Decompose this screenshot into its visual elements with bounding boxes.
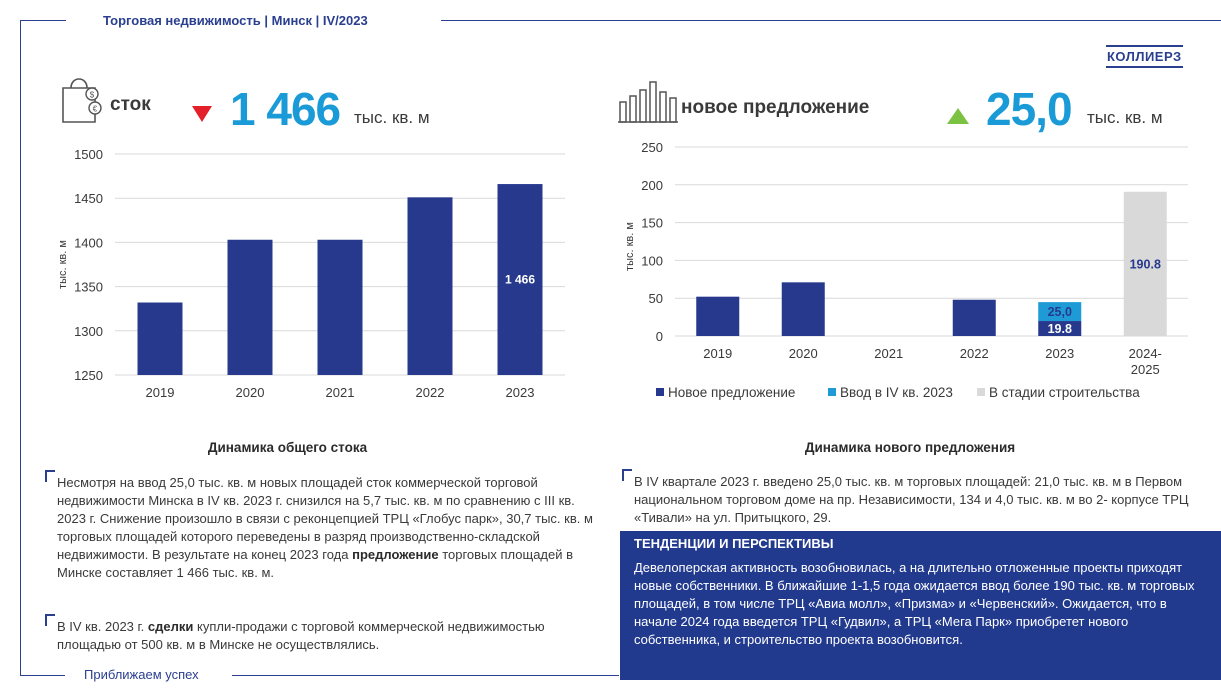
page-title: Торговая недвижимость | Минск | IV/2023 [103,13,368,28]
paragraph-bracket [45,614,55,626]
shopping-bag-icon [58,72,106,129]
bar-segment [782,282,825,336]
data-label: 190.8 [1129,257,1161,272]
svg-text:€: € [92,104,98,114]
kpi-new-value: 25,0 [986,83,1072,135]
x-tick-label: 2022 [959,346,989,361]
kpi-stock-value: 1 466 [230,83,341,135]
y-tick-label: 1350 [74,279,103,295]
buildings-icon [618,74,678,129]
x-tick-label: 2021 [874,346,904,361]
bar-segment [953,300,996,336]
y-tick-label: 200 [641,177,663,193]
brand-logo: КОЛЛИЕРЗ [1106,45,1183,68]
data-label: 19.8 [1047,322,1072,337]
y-tick-label: 1250 [74,368,103,383]
frame-line [20,20,66,21]
bar-2020 [228,240,273,375]
svg-text:$: $ [89,90,95,100]
new-supply-bar-chart [600,135,1200,410]
y-axis-label: тыс. кв. м [624,222,636,271]
x-tick-label: 2020 [235,385,265,400]
y-tick-label: 50 [648,291,663,307]
y-tick-label: 1300 [74,323,103,339]
new-supply-commentary: В IV квартале 2023 г. введено 25,0 тыс. кв. м торговых площадей: 21,0 тыс. кв. м в Первом национальном торговом доме на пр. Независимости, 134 и 4,0 тыс. кв. м во 2- корпусе ТРЦ «Тивали» на ул. Притыцкого, 29. [634,474,1189,525]
x-tick-label: 2019 [145,385,175,400]
y-tick-label: 100 [641,253,663,269]
bar-2019 [138,303,183,375]
legend-label: Ввод в IV кв. 2023 [840,385,953,400]
new-supply-chart-title: Динамика нового предложения [804,440,1016,455]
stock-chart-title: Динамика общего стока [207,440,368,455]
bar-segment [696,297,739,336]
bar-2021 [318,240,363,375]
bar-2022 [408,197,453,375]
x-tick-label: 2024- [1128,346,1162,361]
legend-swatch [828,388,836,396]
legend-swatch [977,388,985,396]
stock-commentary: Несмотря на ввод 25,0 тыс. кв. м новых площадей сток коммерческой торговой недвижимости Минска в IV кв. 2023 г. снизился на 5,7 тыс. кв. м по сравнению с III кв. 2023 г. Снижение произошло в связи с реконцепцией ТРЦ «Глобус парк», 30,7 тыс. кв. м торговых площадей которого переведены в разряд производственно-складской недвижимости. В результате на конец 2023 года предложение торговых площадей в Минске составляет 1 466 тыс. кв. м. [57,475,593,580]
paragraph-bracket [45,470,55,482]
footer-slogan: Приближаем успех [84,667,199,682]
trend-up-icon [947,108,969,129]
trends-text: Девелоперская активность возобновилась, а на длительно отложенные проекты приходят новые собственники. В ближайшие 1-1,5 года ожидается ввод более 190 тыс. кв. м торговых площадей, в том числе ТРЦ «Авиа молл», «Призма» и «Червенский». Ожидается, что в начале 2024 года введется ТРЦ «Гудвил», а ТРЦ «Мега Парк» приобретет нового собственника, и строительство проекта возобновится. [634,560,1195,647]
kpi-stock-unit: тыс. кв. м [354,108,430,127]
trend-down-icon [192,106,212,127]
trends-panel [620,531,1221,680]
x-tick-label: 2025 [1130,362,1160,377]
stock-bar-chart [40,140,580,410]
x-tick-label: 2020 [788,346,818,361]
frame-line [20,20,21,675]
y-tick-label: 250 [641,140,663,155]
frame-line [20,675,65,676]
kpi-new-label: новое предложение [681,97,870,118]
frame-line [232,675,619,676]
x-tick-label: 2023 [505,385,535,400]
y-tick-label: 1450 [74,191,103,207]
y-tick-label: 0 [655,329,663,344]
y-axis-label: тыс. кв. м [57,240,69,289]
x-tick-label: 2022 [415,385,445,400]
kpi-stock-label: сток [110,94,151,115]
trends-title: ТЕНДЕНЦИИ И ПЕРСПЕКТИВЫ [634,536,834,551]
x-tick-label: 2019 [703,346,733,361]
y-tick-label: 1400 [74,235,103,251]
legend-label: Новое предложение [668,385,796,400]
legend-label: В стадии строительства [989,385,1140,400]
paragraph-bracket [622,469,632,481]
x-tick-label: 2021 [325,385,355,400]
y-tick-label: 1500 [74,147,103,162]
data-label: 25,0 [1047,305,1072,320]
frame-line [441,20,1221,21]
deals-commentary: В IV кв. 2023 г. сделки купли-продажи с торговой коммерческой недвижимостью площадью от 500 кв. м в Минске не осуществлялись. [57,619,545,652]
x-tick-label: 2023 [1045,346,1075,361]
kpi-new-unit: тыс. кв. м [1087,108,1163,127]
data-label: 1 466 [504,272,536,287]
legend-swatch [656,388,664,396]
y-tick-label: 150 [641,215,663,231]
